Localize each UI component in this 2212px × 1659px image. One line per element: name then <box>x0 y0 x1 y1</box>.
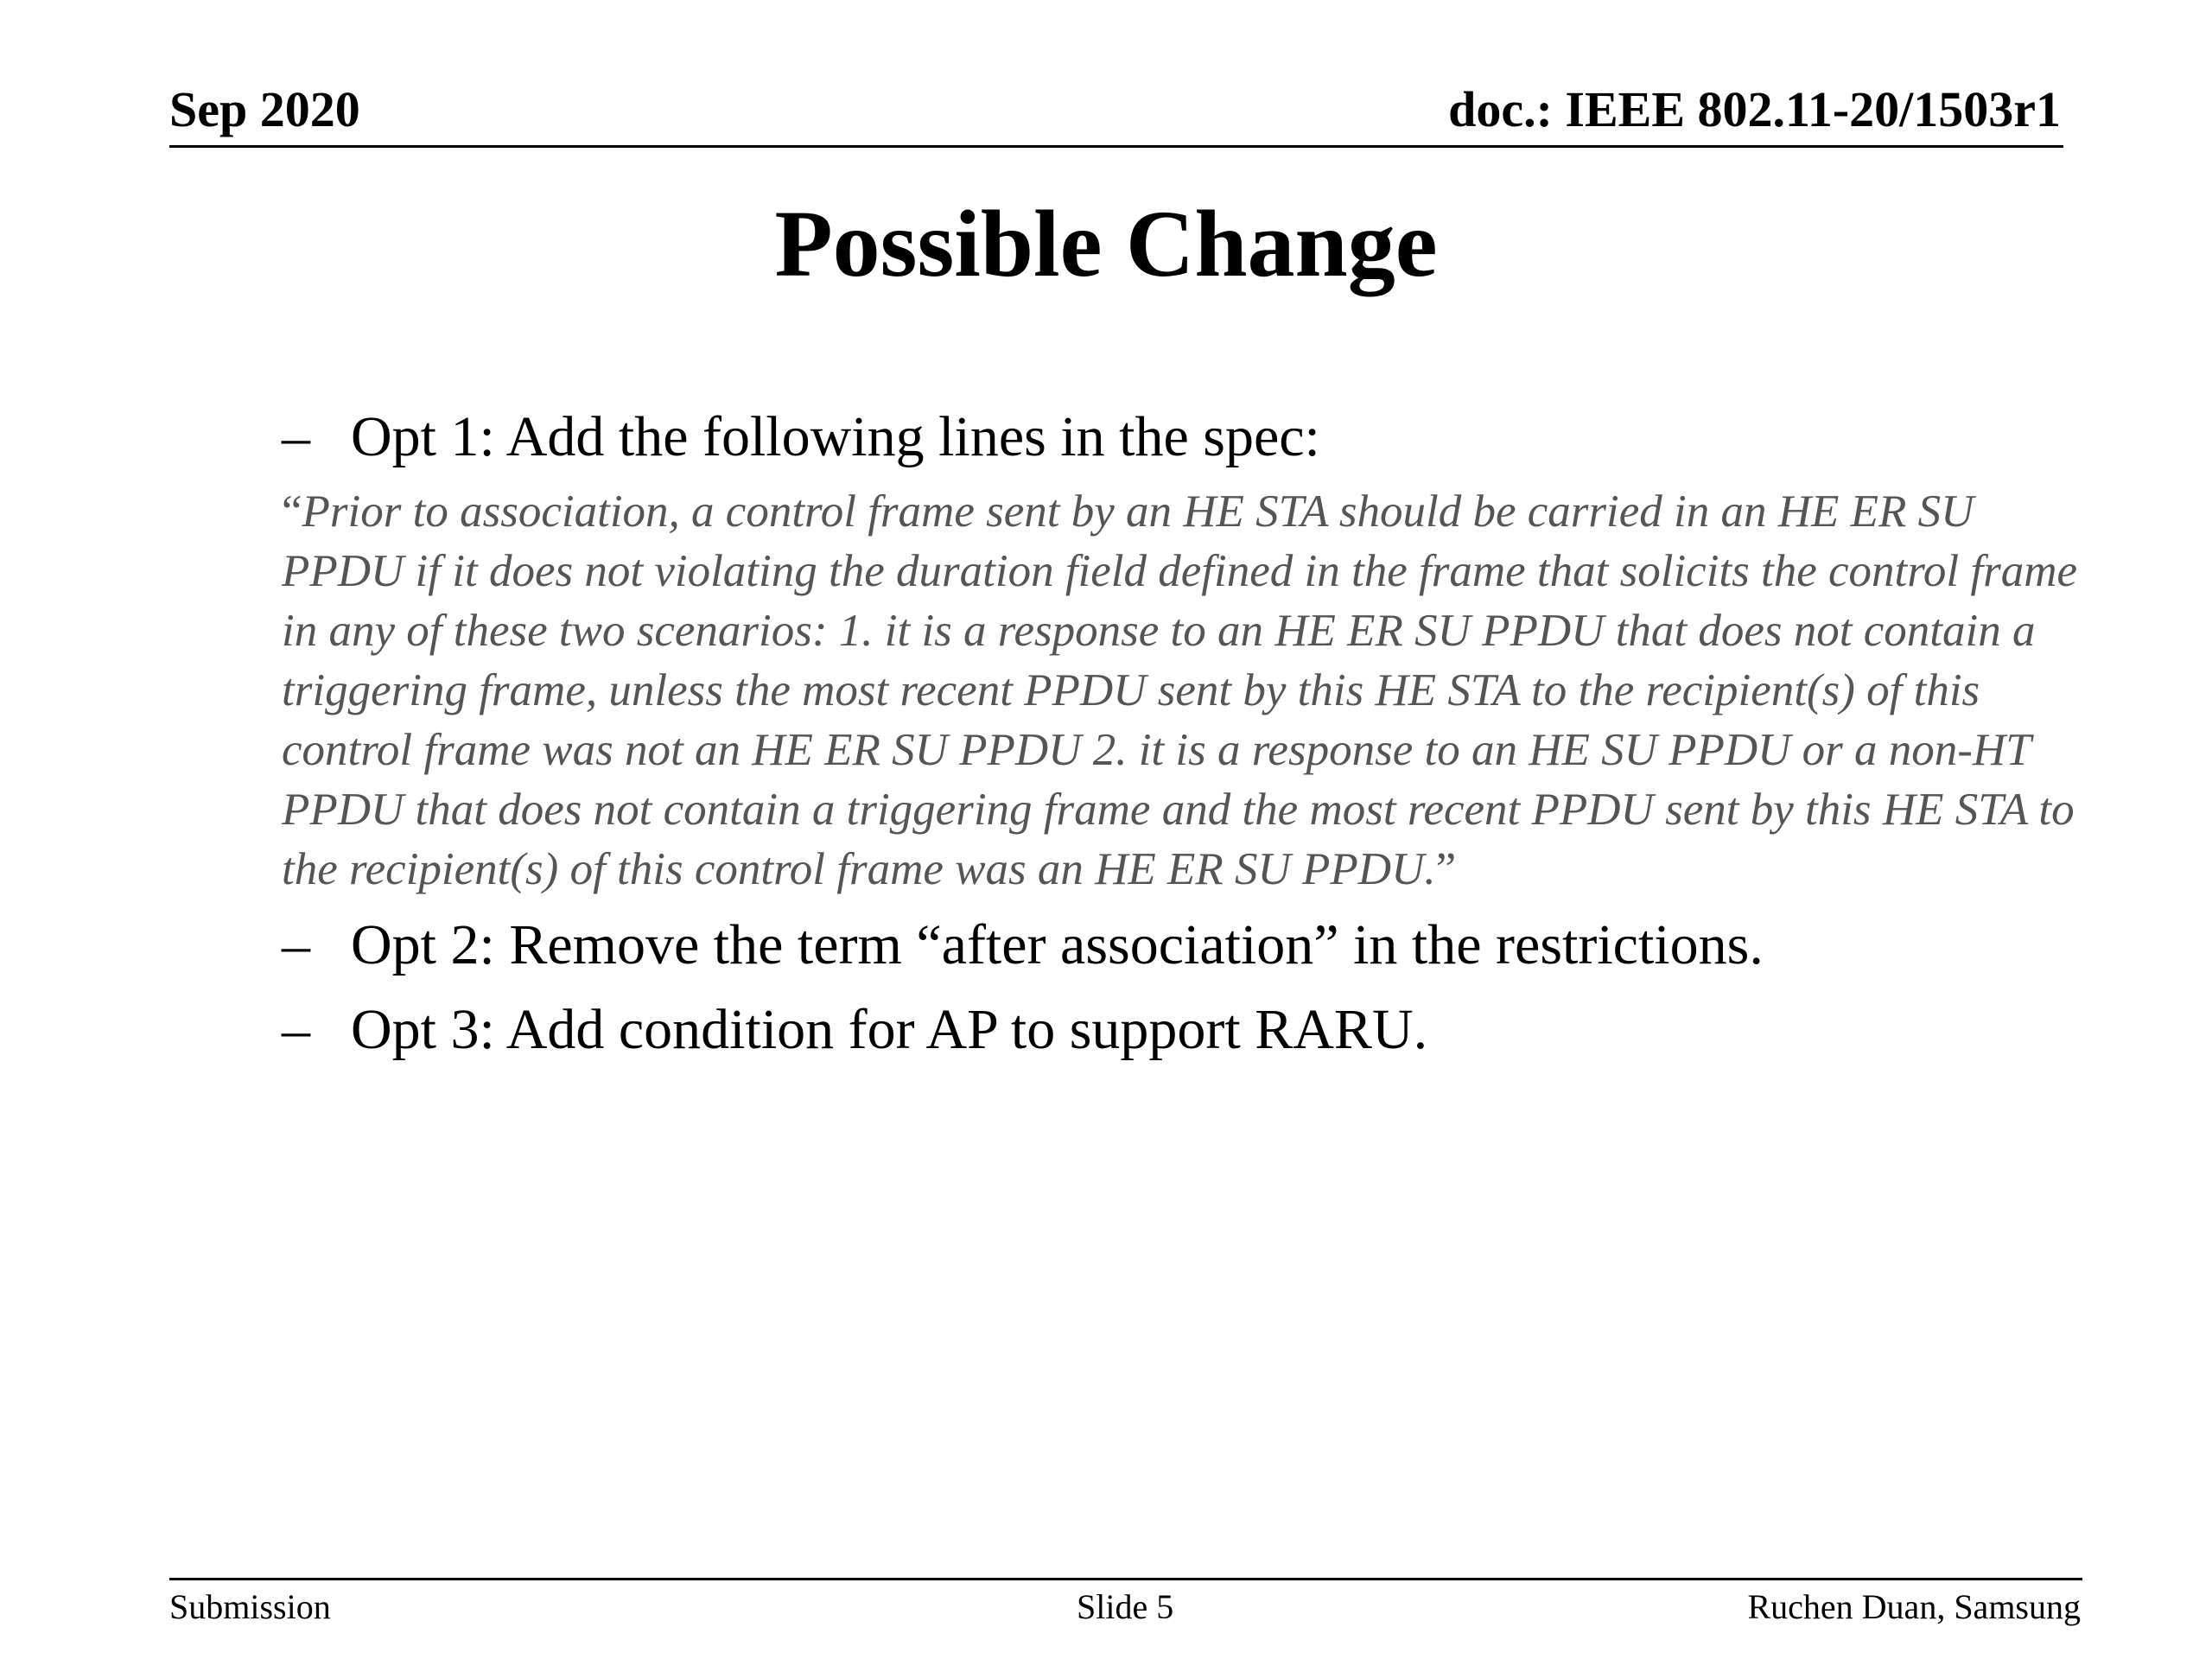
bullet-opt-1 <box>282 402 2079 474</box>
footer-slide-number: Slide 5 <box>1077 1587 1174 1626</box>
spec-quote <box>282 482 2079 899</box>
footer-submission: Submission <box>169 1587 331 1626</box>
bullet-dash: – <box>282 998 310 1061</box>
bullet-dash: – <box>282 405 310 468</box>
bullet-text: Opt 1: Add the following lines in the spec: <box>351 405 1320 468</box>
footer-author: Ruchen Duan, Samsung <box>1747 1587 2081 1626</box>
header-date: Sep 2020 <box>169 81 360 137</box>
bullet-text: Opt 3: Add condition for AP to support RARU. <box>351 998 1428 1061</box>
footer-divider <box>169 1578 2082 1580</box>
bullet-opt-2 <box>282 910 2079 982</box>
slide-title: Possible Change <box>774 191 1438 296</box>
bullet-dash: – <box>282 912 310 976</box>
header-divider <box>169 145 2063 148</box>
header-doc-id: doc.: IEEE 802.11-20/1503r1 <box>1448 81 2061 137</box>
quote-open-mark: “ <box>282 486 302 537</box>
bullet-opt-3 <box>282 995 2079 1066</box>
bullet-text: Opt 2: Remove the term “after association” in the restrictions. <box>351 912 1764 976</box>
quote-text: Prior to association, a control frame sent by an HE STA should be carried in an HE ER SU PPDU if it does not violating the duration field defined in the frame that solicits the control frame in any of these two scenarios: 1. it is a response to an HE ER SU PPDU that does not contain a triggering frame, unless the most recent PPDU sent by this HE STA to the recipient(s) of this control frame was not an HE ER SU PPDU 2. it is a response to an HE SU PPDU or a non-HT PPDU that does not contain a triggering frame and the most recent PPDU sent by this HE STA to the recipient(s) of this control frame was an HE ER SU PPDU. <box>282 486 2078 894</box>
slide-content <box>282 402 2079 1066</box>
quote-close-mark: ” <box>1435 843 1457 894</box>
